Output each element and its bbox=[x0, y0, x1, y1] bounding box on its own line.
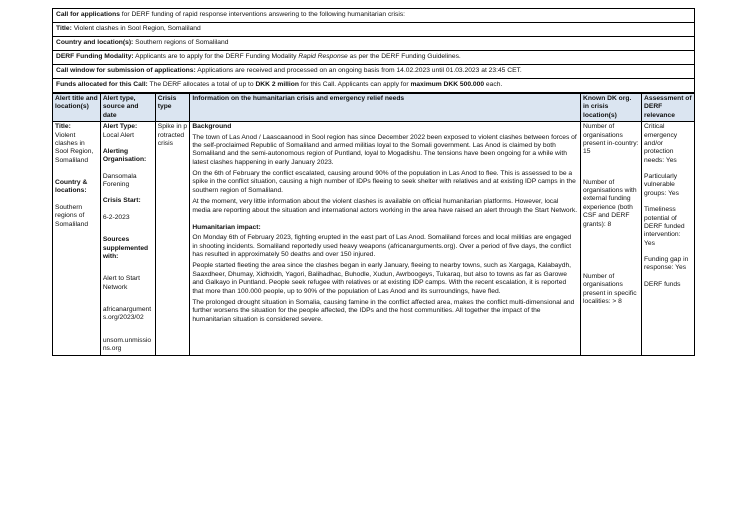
window-row bbox=[53, 65, 694, 79]
funds-max: maximum DKK 500.000 bbox=[410, 81, 485, 88]
known-orgs-cell bbox=[581, 122, 642, 355]
header-known-orgs: Known DK org. in crisis location(s) bbox=[581, 94, 642, 122]
modality-italic: Rapid Response bbox=[298, 53, 348, 60]
assessment-timeliness: Timeliness potential of DERF funded intervention: Yes bbox=[644, 206, 685, 247]
title-label: Title: bbox=[56, 25, 72, 32]
header-alert-title: Alert title and location(s) bbox=[53, 94, 101, 122]
header-information: Information on the humanitarian crisis and emergency relief needs bbox=[190, 94, 581, 122]
background-heading: Background bbox=[192, 123, 232, 131]
alert-type-value: Local Alert bbox=[102, 131, 135, 139]
alert-type-cell bbox=[100, 122, 155, 355]
header-assessment: Assessment of DERF relevance bbox=[642, 94, 695, 122]
call-document bbox=[52, 8, 695, 356]
funds-text-mid: for this Call. Applicants can apply for bbox=[298, 81, 411, 88]
orgs-in-country: Number of organisations present in-country: 15 bbox=[583, 123, 639, 156]
call-intro-text: for DERF funding of rapid response interventions answering to the following humanitarian crisis: bbox=[119, 11, 406, 18]
table-header-row bbox=[53, 94, 695, 122]
impact-paragraph-1: On Monday 6th of February 2023, fighting erupted in the east part of Las Anod. Somaliland forces and local militias are engaged in shooting incidents. Somaliland reportedly used heavy weapons (africanarguments.org). Over a period of five days, the conflict has resulted in approximately 50 deaths and over 150 injured. bbox=[192, 234, 572, 258]
impact-paragraph-2: People started fleeting the area since the clashes began in early January, fleeing to nearby towns, such as Xargaga, Kalabaydh, Saaxdheer, Dhumay, Xidhxidh, Yagori, Balihadhac, Buhodle, Xudun, Awrboogeys, Tukaraq, but also to towns as far as Garowe and Galkayo in Puntland. People seek refugee with relatives or at existing IDP camps. With the recent escalation, it is reported that more than 100.000 people, up to 90% of the population of Las Anod and its surroundings, have fled. bbox=[192, 262, 572, 295]
assessment-funding-gap: Funding gap in response: Yes bbox=[644, 256, 689, 272]
sources-label: Sources supplemented with: bbox=[102, 236, 149, 260]
header-crisis-type: Crisis type bbox=[155, 94, 190, 122]
funds-text: The DERF allocates a total of up to bbox=[147, 81, 256, 88]
alert-title-label: Title: bbox=[55, 123, 71, 131]
country-row bbox=[53, 37, 694, 51]
funds-label: Funds allocated for this Call: bbox=[56, 81, 148, 88]
alert-country-value: Southern regions of Somaliland bbox=[55, 203, 89, 228]
window-label: Call window for submission of applications: bbox=[56, 67, 196, 74]
impact-heading: Humanitarian impact: bbox=[192, 223, 261, 231]
assessment-vulnerable-groups: Particularly vulnerable groups: Yes bbox=[644, 173, 679, 197]
crisis-type-cell bbox=[155, 122, 190, 355]
alert-type-label: Alert Type: bbox=[102, 123, 138, 131]
funds-text-end: each. bbox=[484, 81, 503, 88]
call-intro-row bbox=[53, 9, 694, 23]
funds-total: DKK 2 million bbox=[255, 81, 299, 88]
background-paragraph-1: The town of Las Anod / Laascaanood in Sool region has since December 2022 been exposed to violent clashes between forces of the self-proclaimed Republic of Somaliland and armed militias loyal to the Somali government. Las Anod is claimed by both Somaliland and the semi-autonomous region of Puntland, loyal to Mogadishu. The tensions have been ongoing for a while with latest clashes happening in early January 2023. bbox=[192, 133, 577, 166]
window-value: Applications are received and processed on an ongoing basis from 14.02.2023 until 01.03.2023 at 23:45 CET. bbox=[195, 67, 522, 74]
call-intro-label: Call for applications bbox=[56, 11, 120, 18]
background-paragraph-3: At the moment, very little information about the violent clashes is available on official humanitarian platforms. However, local media are reporting about the situation and international actors working in the area have raised an alert through the Start Network. bbox=[192, 198, 578, 214]
background-paragraph-2: On the 6th of February the conflict escalated, causing around 90% of the population in Las Anod to flee. This is assessed to be a spike in the conflict situation, causing a high number of IDPs fleeing to seek shelter with relatives and at existing IDP camps in the southern region of Somaliland. bbox=[192, 170, 576, 194]
assessment-cell bbox=[642, 122, 695, 355]
alerting-org-label: Alerting Organisation: bbox=[102, 147, 147, 164]
title-value: Violent clashes in Sool Region, Somaliland bbox=[71, 25, 201, 32]
alert-table bbox=[52, 93, 695, 356]
impact-paragraph-3: The prolonged drought situation in Somalia, causing famine in the conflict affected area, makes the conflict multi-dimensional and further worsens the situation for the people affected, the IDPs and the host communities. All together the impact of the humanitarian situation is considered severe. bbox=[192, 298, 575, 323]
source-unsom: unsom.unmissions.org bbox=[102, 336, 152, 353]
title-row bbox=[53, 23, 694, 37]
orgs-funding-experience: Number of organisations with external funding experience (both CSF and DERF grants): 8 bbox=[583, 178, 637, 228]
funds-row bbox=[53, 79, 694, 93]
assessment-critical-needs: Critical emergency and/or protection needs: Yes bbox=[644, 123, 678, 164]
information-cell bbox=[190, 122, 581, 355]
modality-label: DERF Funding Modality: bbox=[56, 53, 134, 60]
country-label: Country and location(s): bbox=[56, 39, 134, 46]
source-start-network: Alert to Start Network bbox=[102, 275, 140, 291]
assessment-derf-funds: DERF funds bbox=[644, 280, 681, 288]
alert-country-label: Country & locations: bbox=[55, 179, 88, 195]
modality-row bbox=[53, 51, 694, 65]
orgs-in-localities: Number of organisations present in specific localities: > 8 bbox=[583, 272, 637, 305]
table-row bbox=[53, 122, 695, 355]
crisis-start-label: Crisis Start: bbox=[102, 197, 141, 205]
modality-text: Applicants are to apply for the DERF Funding Modality bbox=[133, 53, 299, 60]
call-header bbox=[52, 8, 695, 93]
crisis-start-value: 6-2-2023 bbox=[102, 213, 130, 221]
source-africanarguments: africanarguments.org/2023/02 bbox=[102, 306, 152, 322]
alert-title-value: Violent clashes in Sool Region, Somaliland bbox=[55, 131, 94, 164]
modality-text-end: as per the DERF Funding Guidelines. bbox=[347, 53, 461, 60]
crisis-type-value: Spike in protracted crisis bbox=[157, 123, 188, 147]
alerting-org-value: Dansomala Forening bbox=[102, 172, 137, 188]
header-alert-type: Alert type, source and date bbox=[100, 94, 155, 122]
country-value: Southern regions of Somaliland bbox=[133, 39, 229, 46]
alert-title-cell bbox=[53, 122, 101, 355]
